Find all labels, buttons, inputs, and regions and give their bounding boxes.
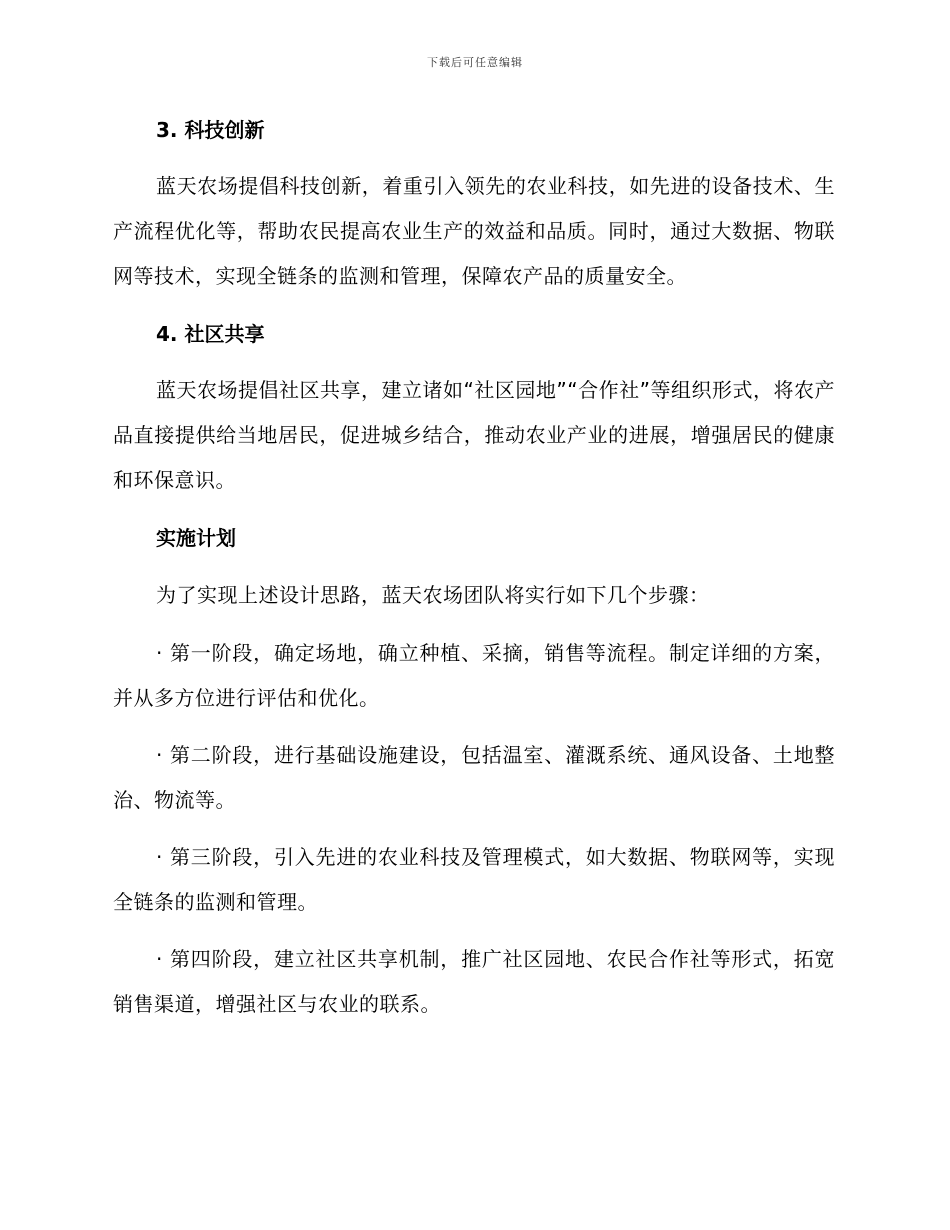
section-heading-tech-innovation: 3. 科技创新 [156, 118, 265, 142]
paragraph-plan-intro: 为了实现上述设计思路，蓝天农场团队将实行如下几个步骤： [156, 583, 710, 607]
section-heading-community-sharing: 4. 社区共享 [156, 322, 265, 346]
paragraph-community-sharing: 蓝天农场提倡社区共享，建立诸如“社区园地”“合作社”等组织形式，将农产品直接提供给当地居民，促进城乡结合，推动农业产业的进展，增强居民的健康和环保意识。 [113, 378, 835, 492]
list-item-phase-one: · 第一阶段，确定场地，确立种植、采摘，销售等流程。制定详细的方案，并从多方位进行评估和优化。 [113, 641, 835, 710]
section-heading-implementation-plan: 实施计划 [156, 526, 236, 550]
paragraph-tech-innovation: 蓝天农场提倡科技创新，着重引入领先的农业科技，如先进的设备技术、生产流程优化等，帮助农民提高农业生产的效益和品质。同时，通过大数据、物联网等技术，实现全链条的监测和管理，保障农产品的质量安全。 [113, 174, 835, 288]
list-item-phase-three: · 第三阶段，引入先进的农业科技及管理模式，如大数据、物联网等，实现全链条的监测和管理。 [113, 845, 835, 914]
list-item-phase-two: · 第二阶段，进行基础设施建设，包括温室、灌溉系统、通风设备、土地整治、物流等。 [113, 743, 835, 812]
list-item-phase-four: · 第四阶段，建立社区共享机制，推广社区园地、农民合作社等形式，拓宽销售渠道，增强社区与农业的联系。 [113, 947, 835, 1016]
header-note: 下载后可任意编辑 [427, 56, 523, 69]
